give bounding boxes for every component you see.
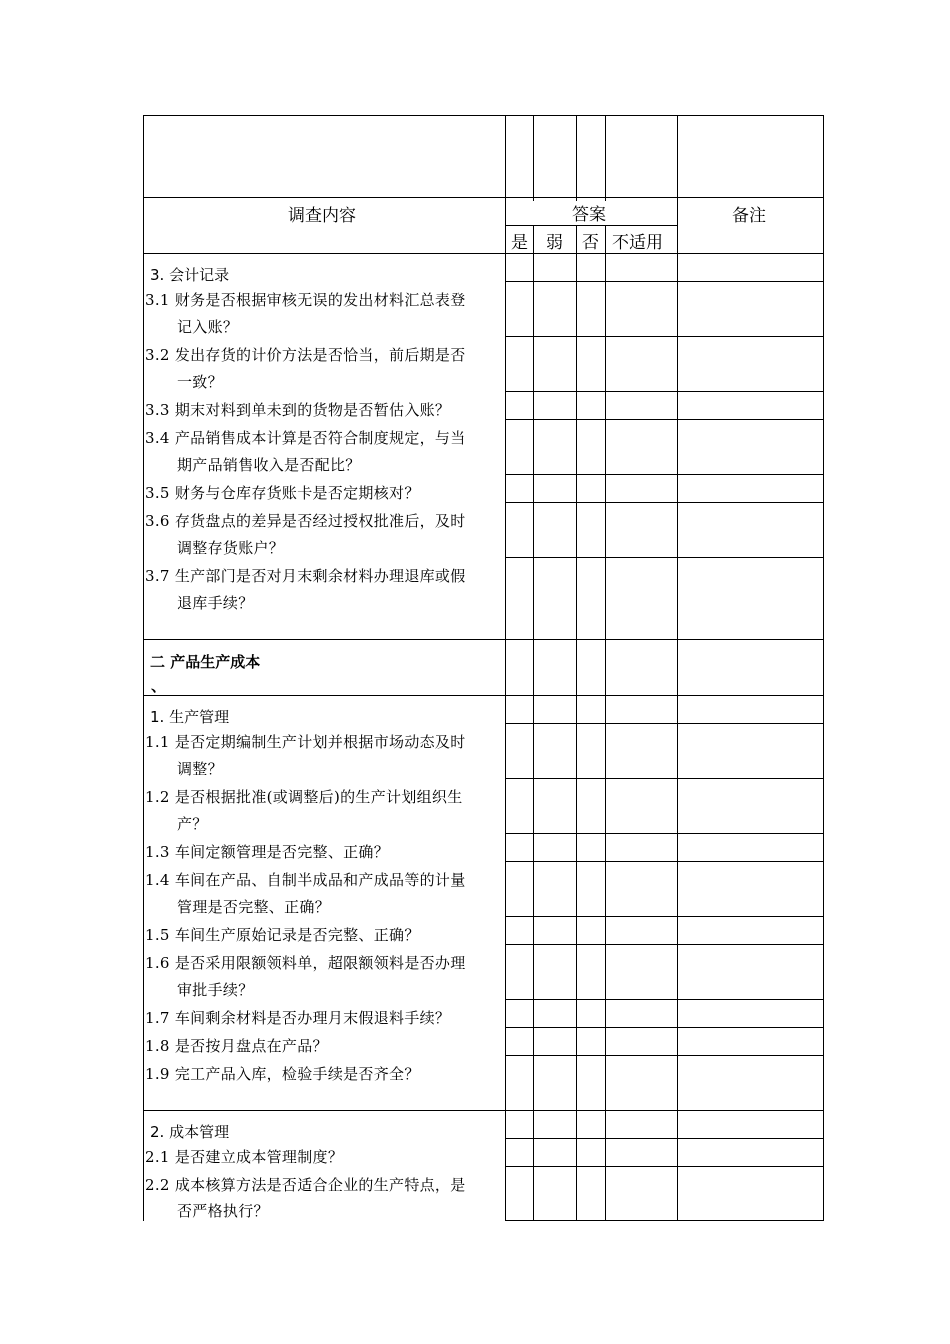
item-text: 3.3 期末对料到单未到的货物是否暂估入账？	[145, 401, 451, 419]
row-line	[505, 1055, 824, 1056]
section-heading: 2. 成本管理	[150, 1123, 230, 1141]
header-answer: 答案	[572, 205, 606, 225]
option-not-applicable: 不适用	[612, 233, 663, 253]
item-text: 1.6 是否采用限额领料单，超限额领料是否办理	[145, 954, 466, 972]
item-text: 否严格执行？	[177, 1202, 269, 1220]
item-text: 1.3 车间定额管理是否完整、正确？	[145, 843, 390, 861]
item-text: 3.1 财务是否根据审核无误的发出材料汇总表登	[145, 291, 466, 309]
item-text: 期产品销售收入是否配比？	[177, 456, 361, 474]
item-text: 1.1 是否定期编制生产计划并根据市场动态及时	[145, 733, 466, 751]
item-text: 审批手续？	[177, 981, 254, 999]
item-text: 2.1 是否建立成本管理制度？	[145, 1148, 344, 1166]
row-line	[505, 557, 824, 558]
table-border-left	[143, 115, 144, 1221]
row-line	[505, 391, 824, 392]
row-line	[505, 336, 824, 337]
option-yes: 是	[511, 233, 528, 253]
row-line	[505, 723, 824, 724]
row-line-full	[143, 639, 824, 640]
row-line-full	[143, 695, 824, 696]
item-text: 1.5 车间生产原始记录是否完整、正确？	[145, 926, 420, 944]
header-remarks: 备注	[732, 206, 766, 226]
item-text: 管理是否完整、正确？	[177, 898, 331, 916]
item-text: 一致？	[177, 373, 223, 391]
row-line	[505, 281, 824, 282]
row-line-header	[143, 197, 824, 198]
item-text: 1.7 车间剩余材料是否办理月末假退料手续？	[145, 1009, 451, 1027]
item-text: 3.5 财务与仓库存货账卡是否定期核对？	[145, 484, 420, 502]
item-text: 3.7 生产部门是否对月末剩余材料办理退库或假	[145, 567, 466, 585]
row-line	[505, 916, 824, 917]
part-title-suffix: 、	[151, 677, 167, 695]
row-line	[505, 944, 824, 945]
item-text: 3.6 存货盘点的差异是否经过授权批准后，及时	[145, 512, 466, 530]
item-text: 退库手续？	[177, 594, 254, 612]
item-text: 3.4 产品销售成本计算是否符合制度规定，与当	[145, 429, 466, 447]
item-text: 记入账？	[177, 318, 239, 336]
item-text: 1.8 是否按月盘点在产品？	[145, 1037, 328, 1055]
item-text: 3.2 发出存货的计价方法是否恰当，前后期是否	[145, 346, 466, 364]
option-no: 否	[582, 233, 599, 253]
row-line-answer-sub	[505, 225, 678, 226]
row-line	[505, 999, 824, 1000]
col-line-weak	[576, 115, 577, 201]
col-line-yes	[533, 115, 534, 201]
item-text: 调整存货账户？	[177, 539, 285, 557]
item-text: 产？	[177, 815, 208, 833]
part-title: 二 产品生产成本	[150, 653, 261, 671]
row-line	[505, 1027, 824, 1028]
row-line	[505, 1220, 824, 1221]
col-line-no	[605, 115, 606, 201]
row-line	[505, 833, 824, 834]
row-line	[505, 474, 824, 475]
item-text: 调整？	[177, 760, 223, 778]
row-line-top	[143, 115, 824, 116]
header-content: 调查内容	[288, 206, 356, 226]
option-weak: 弱	[546, 233, 563, 253]
item-text: 2.2 成本核算方法是否适合企业的生产特点，是	[145, 1176, 466, 1194]
row-line-full	[143, 1110, 824, 1111]
item-text: 1.4 车间在产品、自制半成品和产成品等的计量	[145, 871, 466, 889]
item-text: 1.9 完工产品入库，检验手续是否齐全？	[145, 1065, 420, 1083]
item-text: 1.2 是否根据批准(或调整后)的生产计划组织生	[145, 788, 463, 806]
row-line	[505, 861, 824, 862]
row-line	[505, 419, 824, 420]
row-line-header-bottom	[143, 253, 824, 254]
row-line	[505, 502, 824, 503]
row-line	[505, 1138, 824, 1139]
section-heading: 3. 会计记录	[150, 266, 230, 284]
section-heading: 1. 生产管理	[150, 708, 230, 726]
row-line	[505, 778, 824, 779]
row-line	[505, 1166, 824, 1167]
